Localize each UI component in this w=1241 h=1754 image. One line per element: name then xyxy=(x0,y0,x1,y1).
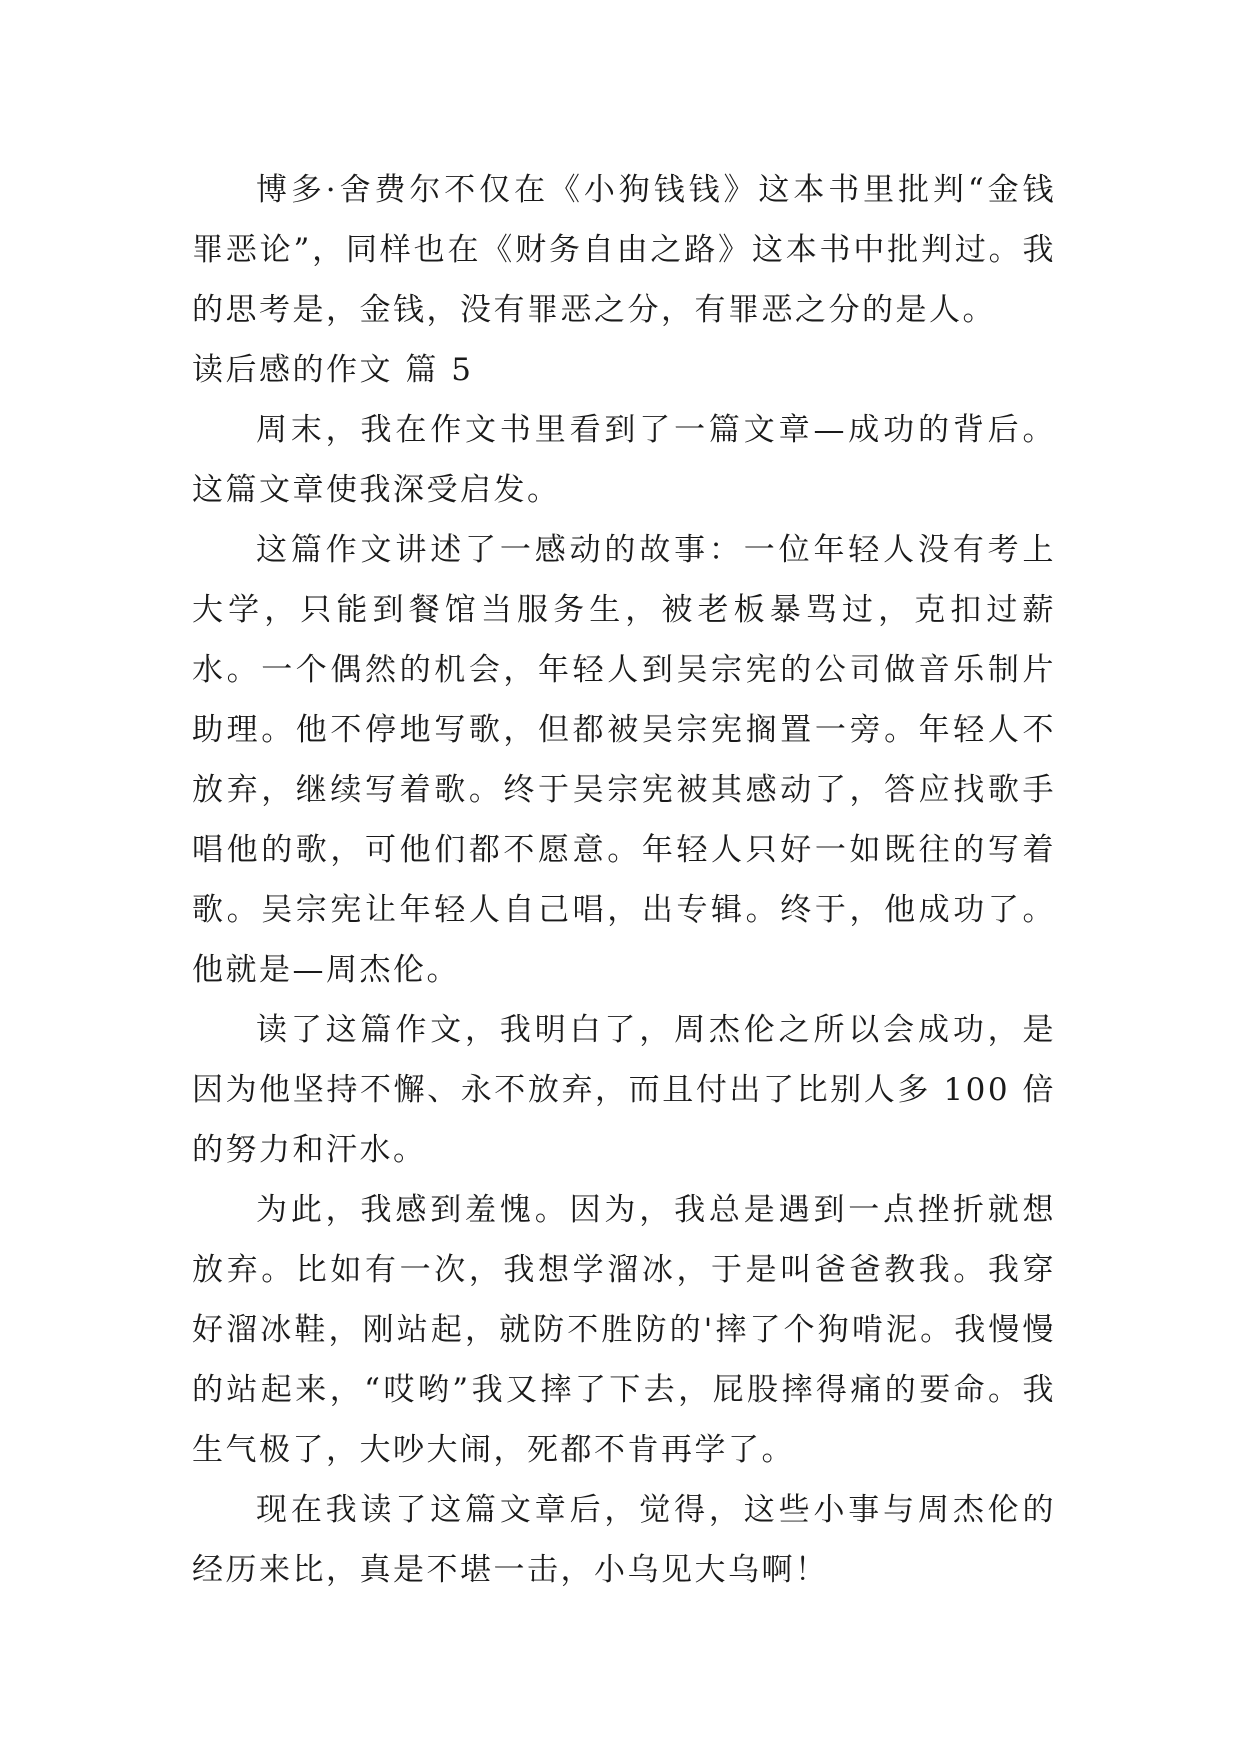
paragraph-story: 这篇作文讲述了一感动的故事：一位年轻人没有考上大学，只能到餐馆当服务生，被老板暴骂过，克扣过薪水。一个偶然的机会，年轻人到吴宗宪的公司做音乐制片助理。他不停地写歌，但都被吴宗宪搁置一旁。年轻人不放弃，继续写着歌。终于吴宗宪被其感动了，答应找歌手唱他的歌，可他们都不愿意。年轻人只好一如既往的写着歌。吴宗宪让年轻人自己唱，出专辑。终于，他成功了。他就是—周杰伦。 xyxy=(192,532,1056,988)
paragraph-conclusion: 现在我读了这篇文章后，觉得，这些小事与周杰伦的经历来比，真是不堪一击，小乌见大乌啊！ xyxy=(192,1492,1056,1588)
paragraph-intro: 周末，我在作文书里看到了一篇文章—成功的背后。这篇文章使我深受启发。 xyxy=(192,412,1056,508)
section-heading: 读后感的作文 篇 5 xyxy=(192,352,474,388)
paragraph-money-view: 博多·舍费尔不仅在《小狗钱钱》这本书里批判“金钱罪恶论”，同样也在《财务自由之路》这本书中批判过。我的思考是，金钱，没有罪恶之分，有罪恶之分的是人。 xyxy=(192,172,1056,328)
paragraph-lesson: 读了这篇作文，我明白了，周杰伦之所以会成功，是因为他坚持不懈、永不放弃，而且付出了比别人多 100 倍的努力和汗水。 xyxy=(192,1012,1056,1168)
document-body xyxy=(192,160,1056,1600)
paragraph-skating: 为此，我感到羞愧。因为，我总是遇到一点挫折就想放弃。比如有一次，我想学溜冰，于是叫爸爸教我。我穿好溜冰鞋，刚站起，就防不胜防的'摔了个狗啃泥。我慢慢的站起来，“哎哟”我又摔了下去，屁股摔得痛的要命。我生气极了，大吵大闹，死都不肯再学了。 xyxy=(192,1192,1056,1468)
